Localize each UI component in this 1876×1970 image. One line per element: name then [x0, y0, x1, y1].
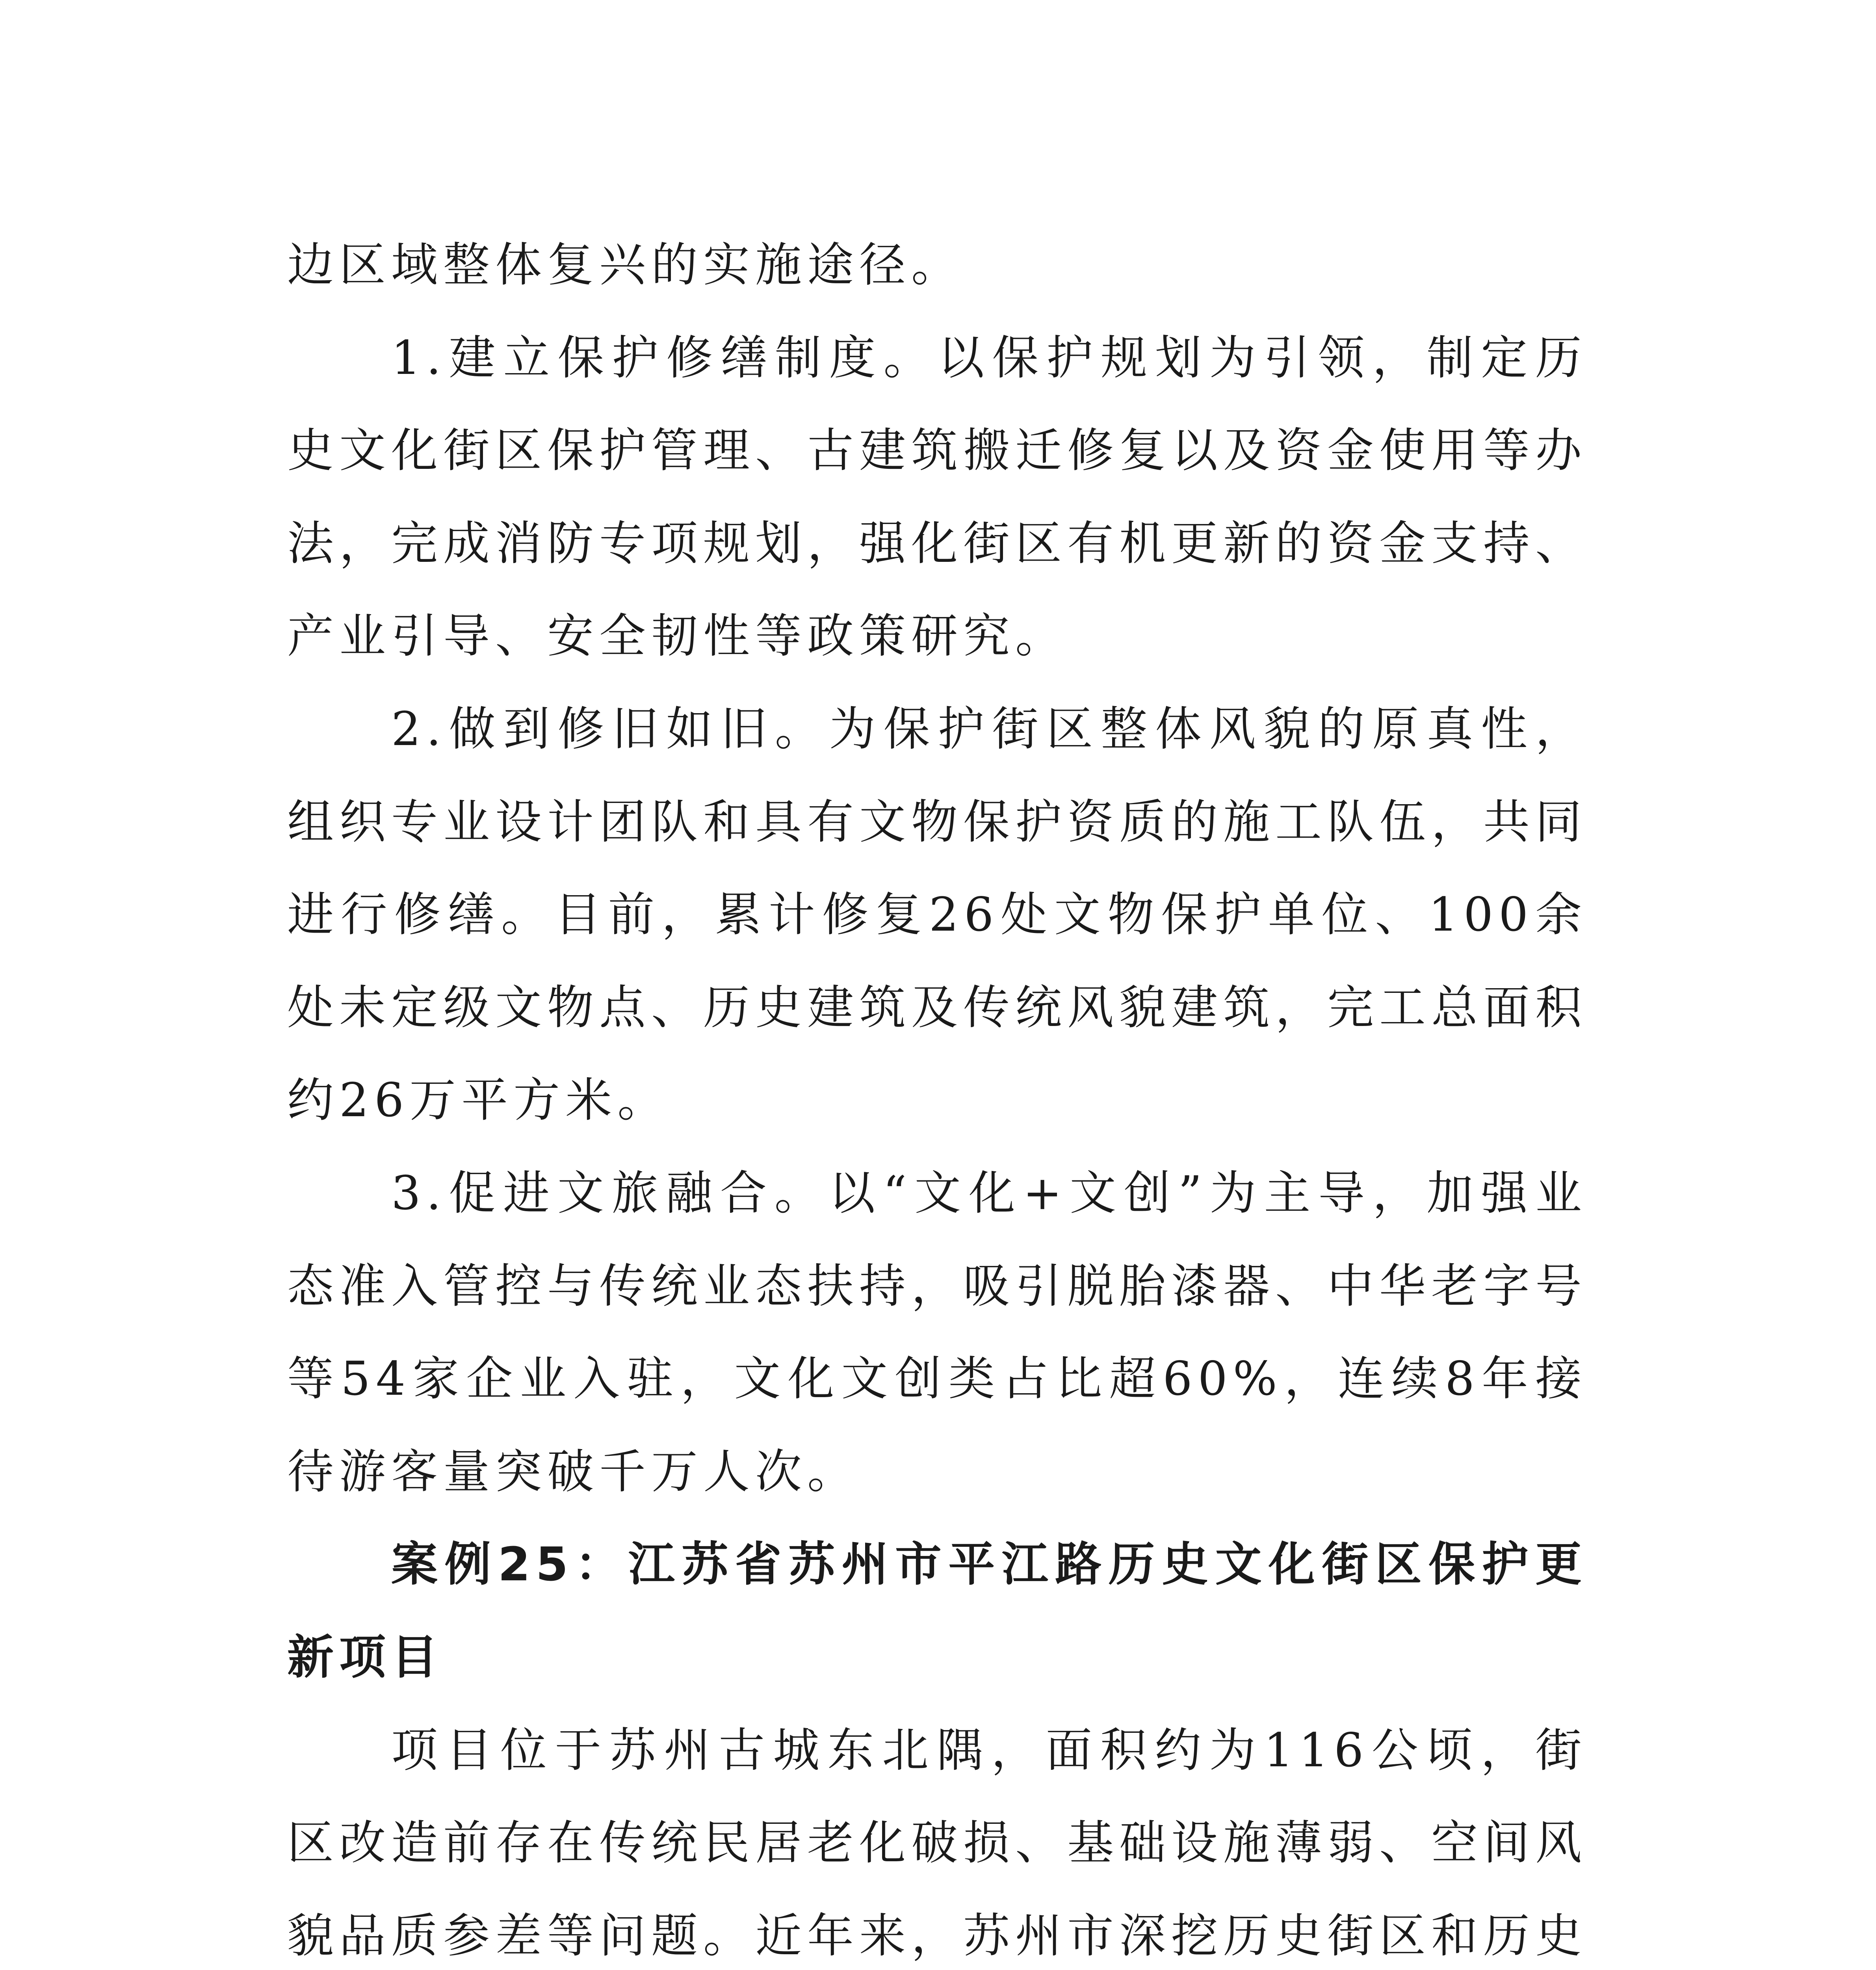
paragraph-item-1-repair-system: 1.建立保护修缮制度。以保护规划为引领，制定历史文化街区保护管理、古建筑搬迁修复以及资金使用等办法，完成消防专项规划，强化街区有机更新的资金支持、产业引导、安全韧性等政策研究。	[287, 330, 1588, 663]
body-text	[287, 219, 1587, 1970]
paragraph-continuation: 边区域整体复兴的实施途径。	[287, 238, 964, 292]
paragraph-case-intro: 项目位于苏州古城东北隅，面积约为116公顷，街区改造前存在传统民居老化破损、基础设施薄弱、空间风貌品质参差等问题。近年来，苏州市深挖历史街区和历史	[287, 1723, 1588, 1963]
paragraph-item-2-restore-as-old: 2.做到修旧如旧。为保护街区整体风貌的原真性，组织专业设计团队和具有文物保护资质的施工队伍，共同进行修缮。目前，累计修复26处文物保护单位、100余处未定级文物点、历史建筑及传统风貌建筑，完工总面积约26万平方米。	[287, 701, 1588, 1128]
paragraph-item-3-culture-tourism: 3.促进文旅融合。以“文化+文创”为主导，加强业态准入管控与传统业态扶持，吸引脱胎漆器、中华老字号等54家企业入驻，文化文创类占比超60%，连续8年接待游客量突破千万人次。	[287, 1165, 1588, 1499]
case-heading: 案例25：江苏省苏州市平江路历史文化街区保护更新项目	[287, 1537, 1587, 1684]
